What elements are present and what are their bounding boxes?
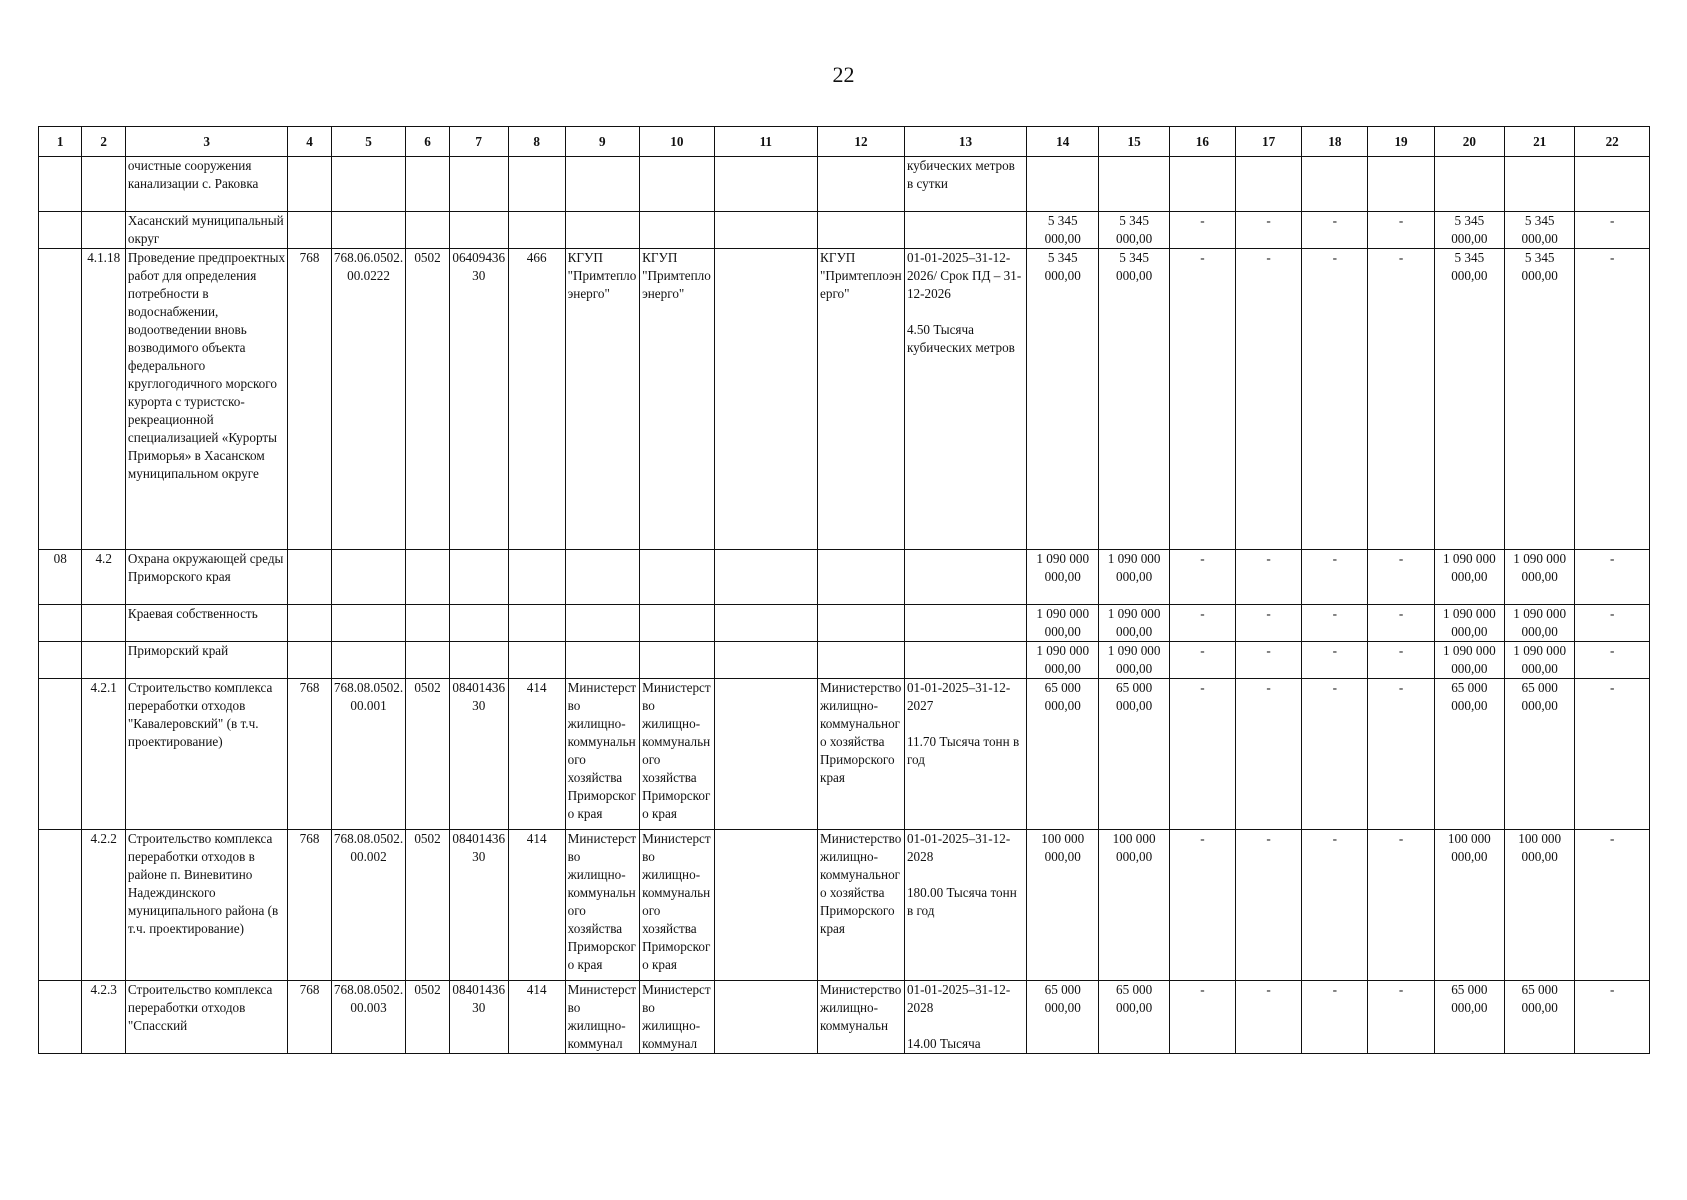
cell-c18: -	[1302, 642, 1368, 679]
cell-c15	[1099, 157, 1169, 212]
cell-c14: 1 090 000 000,00	[1027, 642, 1099, 679]
cell-c10: Министерство жилищно-коммунал	[640, 981, 714, 1054]
cell-c16: -	[1169, 212, 1235, 249]
cell-c11	[714, 981, 817, 1054]
col-header: 6	[406, 127, 449, 157]
cell-c19: -	[1368, 212, 1434, 249]
cell-c13	[904, 212, 1026, 249]
cell-c13	[904, 550, 1026, 605]
cell-c12	[818, 212, 905, 249]
cell-c20: 1 090 000 000,00	[1434, 605, 1504, 642]
cell-c17: -	[1236, 679, 1302, 830]
cell-c4	[288, 642, 331, 679]
cell-section	[39, 212, 82, 249]
col-header: 13	[904, 127, 1026, 157]
cell-c18: -	[1302, 605, 1368, 642]
cell-c17: -	[1236, 550, 1302, 605]
cell-c13: кубических метров в сутки	[904, 157, 1026, 212]
cell-c9: Министерство жилищно-коммунального хозяйства Приморского края	[565, 679, 639, 830]
cell-c7: 0840143630	[449, 679, 508, 830]
cell-c16: -	[1169, 830, 1235, 981]
cell-c12	[818, 605, 905, 642]
cell-c5	[331, 157, 405, 212]
cell-c10: Министерство жилищно-коммунального хозяйства Приморского края	[640, 830, 714, 981]
cell-c8: 414	[508, 981, 565, 1054]
cell-c22	[1575, 157, 1650, 212]
cell-number: 4.2	[82, 550, 125, 605]
cell-c15: 1 090 000 000,00	[1099, 550, 1169, 605]
cell-c8	[508, 605, 565, 642]
cell-c21: 5 345 000,00	[1505, 249, 1575, 550]
page-number: 22	[832, 62, 855, 87]
cell-c20: 65 000 000,00	[1434, 981, 1504, 1054]
cell-c13: 01-01-2025–31-12-2028 14.00 Тысяча	[904, 981, 1026, 1054]
cell-c6	[406, 642, 449, 679]
cell-c22: -	[1575, 830, 1650, 981]
cell-c4	[288, 605, 331, 642]
cell-c15: 100 000 000,00	[1099, 830, 1169, 981]
cell-c16: -	[1169, 605, 1235, 642]
cell-c5: 768.06.0502.00.0222	[331, 249, 405, 550]
cell-c11	[714, 157, 817, 212]
cell-number	[82, 212, 125, 249]
cell-c13	[904, 642, 1026, 679]
cell-c9: Министерство жилищно-коммунал	[565, 981, 639, 1054]
cell-c11	[714, 830, 817, 981]
cell-name: Приморский край	[125, 642, 287, 679]
cell-c22: -	[1575, 605, 1650, 642]
cell-c7	[449, 157, 508, 212]
cell-c9	[565, 642, 639, 679]
cell-name: Строительство комплекса переработки отходов "Кавалеровский" (в т.ч. проектирование)	[125, 679, 287, 830]
cell-c15: 5 345 000,00	[1099, 249, 1169, 550]
col-header: 4	[288, 127, 331, 157]
cell-number	[82, 605, 125, 642]
cell-c15: 65 000 000,00	[1099, 679, 1169, 830]
cell-section	[39, 249, 82, 550]
cell-c10: КГУП "Примтеплоэнерго"	[640, 249, 714, 550]
cell-c17: -	[1236, 249, 1302, 550]
cell-c9	[565, 605, 639, 642]
cell-c4: 768	[288, 830, 331, 981]
cell-c6: 0502	[406, 830, 449, 981]
cell-c7	[449, 550, 508, 605]
col-header: 18	[1302, 127, 1368, 157]
cell-name: Строительство комплекса переработки отходов "Спасский	[125, 981, 287, 1054]
cell-number: 4.1.18	[82, 249, 125, 550]
cell-name: Охрана окружающей среды Приморского края	[125, 550, 287, 605]
cell-c20	[1434, 157, 1504, 212]
cell-c8	[508, 642, 565, 679]
cell-c20: 5 345 000,00	[1434, 249, 1504, 550]
cell-c18: -	[1302, 550, 1368, 605]
table-row	[39, 679, 1650, 830]
cell-c17: -	[1236, 981, 1302, 1054]
cell-section	[39, 605, 82, 642]
cell-section	[39, 981, 82, 1054]
cell-c17: -	[1236, 830, 1302, 981]
col-header: 1	[39, 127, 82, 157]
cell-c19: -	[1368, 605, 1434, 642]
cell-c18: -	[1302, 830, 1368, 981]
header-row	[39, 127, 1650, 157]
cell-c14: 65 000 000,00	[1027, 981, 1099, 1054]
cell-c15: 65 000 000,00	[1099, 981, 1169, 1054]
cell-c21: 100 000 000,00	[1505, 830, 1575, 981]
cell-c16: -	[1169, 249, 1235, 550]
cell-c19: -	[1368, 642, 1434, 679]
cell-c22: -	[1575, 679, 1650, 830]
cell-c8	[508, 157, 565, 212]
cell-c21: 1 090 000 000,00	[1505, 605, 1575, 642]
cell-name: Строительство комплекса переработки отходов в районе п. Виневитино Надеждинского муниципального района (в т.ч. проектирование)	[125, 830, 287, 981]
cell-c14: 5 345 000,00	[1027, 249, 1099, 550]
cell-c22: -	[1575, 981, 1650, 1054]
cell-c9: Министерство жилищно-коммунального хозяйства Приморского края	[565, 830, 639, 981]
cell-c18: -	[1302, 212, 1368, 249]
cell-name: Хасанский муниципальный округ	[125, 212, 287, 249]
table-row	[39, 981, 1650, 1054]
cell-c18: -	[1302, 679, 1368, 830]
cell-c11	[714, 212, 817, 249]
col-header: 5	[331, 127, 405, 157]
cell-c9	[565, 550, 639, 605]
cell-c22: -	[1575, 249, 1650, 550]
cell-c7	[449, 642, 508, 679]
cell-c7	[449, 212, 508, 249]
cell-name: Краевая собственность	[125, 605, 287, 642]
cell-c10	[640, 605, 714, 642]
cell-c17: -	[1236, 212, 1302, 249]
cell-c6: 0502	[406, 679, 449, 830]
cell-c13: 01-01-2025–31-12-2028 180.00 Тысяча тонн в год	[904, 830, 1026, 981]
cell-c5: 768.08.0502.00.002	[331, 830, 405, 981]
cell-c4: 768	[288, 981, 331, 1054]
cell-c7	[449, 605, 508, 642]
cell-section: 08	[39, 550, 82, 605]
cell-c18: -	[1302, 981, 1368, 1054]
cell-c12: Министерство жилищно-коммунального хозяйства Приморского края	[818, 830, 905, 981]
cell-c14: 5 345 000,00	[1027, 212, 1099, 249]
cell-c14: 1 090 000 000,00	[1027, 550, 1099, 605]
investment-table	[38, 126, 1650, 1054]
cell-c17: -	[1236, 642, 1302, 679]
cell-c5	[331, 605, 405, 642]
cell-c9	[565, 212, 639, 249]
cell-c9	[565, 157, 639, 212]
cell-c6	[406, 605, 449, 642]
col-header: 3	[125, 127, 287, 157]
table-row	[39, 605, 1650, 642]
cell-c6	[406, 550, 449, 605]
cell-c5: 768.08.0502.00.003	[331, 981, 405, 1054]
cell-c7: 0640943630	[449, 249, 508, 550]
cell-c7: 0840143630	[449, 981, 508, 1054]
cell-section	[39, 642, 82, 679]
col-header: 7	[449, 127, 508, 157]
cell-c7: 0840143630	[449, 830, 508, 981]
col-header: 12	[818, 127, 905, 157]
col-header: 17	[1236, 127, 1302, 157]
cell-c22: -	[1575, 550, 1650, 605]
cell-c16: -	[1169, 679, 1235, 830]
cell-c15: 1 090 000 000,00	[1099, 642, 1169, 679]
cell-name: Проведение предпроектных работ для определения потребности в водоснабжении, водоотведении вновь возводимого объекта федерального круглогодичного морского курорта с туристско-рекреационной специализацией «Курорты Приморья» в Хасанском муниципальном округе	[125, 249, 287, 550]
cell-c10	[640, 642, 714, 679]
cell-c18	[1302, 157, 1368, 212]
cell-number	[82, 157, 125, 212]
cell-c12: Министерство жилищно-коммунального хозяйства Приморского края	[818, 679, 905, 830]
col-header: 10	[640, 127, 714, 157]
cell-c5	[331, 212, 405, 249]
cell-c19: -	[1368, 830, 1434, 981]
cell-c18: -	[1302, 249, 1368, 550]
cell-section	[39, 830, 82, 981]
cell-c20: 5 345 000,00	[1434, 212, 1504, 249]
cell-c12	[818, 642, 905, 679]
cell-c5	[331, 550, 405, 605]
cell-c21: 1 090 000 000,00	[1505, 550, 1575, 605]
cell-c10	[640, 212, 714, 249]
cell-c14	[1027, 157, 1099, 212]
cell-c21: 65 000 000,00	[1505, 981, 1575, 1054]
cell-c8: 466	[508, 249, 565, 550]
cell-c21: 5 345 000,00	[1505, 212, 1575, 249]
table-row	[39, 550, 1650, 605]
cell-c15: 1 090 000 000,00	[1099, 605, 1169, 642]
cell-c12	[818, 550, 905, 605]
cell-c21: 1 090 000 000,00	[1505, 642, 1575, 679]
table-row	[39, 157, 1650, 212]
cell-c17	[1236, 157, 1302, 212]
cell-c5: 768.08.0502.00.001	[331, 679, 405, 830]
cell-c11	[714, 679, 817, 830]
cell-c21: 65 000 000,00	[1505, 679, 1575, 830]
col-header: 16	[1169, 127, 1235, 157]
cell-c8: 414	[508, 830, 565, 981]
cell-c8	[508, 550, 565, 605]
table-row	[39, 212, 1650, 249]
cell-c5	[331, 642, 405, 679]
cell-c8: 414	[508, 679, 565, 830]
cell-section	[39, 157, 82, 212]
cell-c14: 100 000 000,00	[1027, 830, 1099, 981]
cell-c19: -	[1368, 981, 1434, 1054]
cell-c8	[508, 212, 565, 249]
table-row	[39, 642, 1650, 679]
table-row	[39, 830, 1650, 981]
cell-c4	[288, 212, 331, 249]
cell-c17: -	[1236, 605, 1302, 642]
cell-number: 4.2.3	[82, 981, 125, 1054]
cell-c20: 100 000 000,00	[1434, 830, 1504, 981]
cell-c4: 768	[288, 249, 331, 550]
cell-c16: -	[1169, 550, 1235, 605]
col-header: 15	[1099, 127, 1169, 157]
cell-c6	[406, 212, 449, 249]
cell-c12	[818, 157, 905, 212]
cell-number: 4.2.1	[82, 679, 125, 830]
col-header: 9	[565, 127, 639, 157]
cell-number: 4.2.2	[82, 830, 125, 981]
cell-c11	[714, 249, 817, 550]
cell-c13	[904, 605, 1026, 642]
cell-c10: Министерство жилищно-коммунального хозяйства Приморского края	[640, 679, 714, 830]
col-header: 8	[508, 127, 565, 157]
col-header: 19	[1368, 127, 1434, 157]
cell-c13: 01-01-2025–31-12-2027 11.70 Тысяча тонн в год	[904, 679, 1026, 830]
cell-number	[82, 642, 125, 679]
cell-c11	[714, 642, 817, 679]
col-header: 11	[714, 127, 817, 157]
cell-c13: 01-01-2025–31-12-2026/ Срок ПД – 31-12-2026 4.50 Тысяча кубических метров	[904, 249, 1026, 550]
col-header: 2	[82, 127, 125, 157]
cell-c19: -	[1368, 249, 1434, 550]
cell-c4	[288, 157, 331, 212]
cell-c4: 768	[288, 679, 331, 830]
col-header: 20	[1434, 127, 1504, 157]
cell-c14: 1 090 000 000,00	[1027, 605, 1099, 642]
cell-c6: 0502	[406, 249, 449, 550]
cell-c16: -	[1169, 642, 1235, 679]
cell-c10	[640, 157, 714, 212]
cell-c11	[714, 605, 817, 642]
col-header: 22	[1575, 127, 1650, 157]
cell-c19: -	[1368, 550, 1434, 605]
cell-c4	[288, 550, 331, 605]
cell-name: очистные сооружения канализации с. Раковка	[125, 157, 287, 212]
cell-c20: 1 090 000 000,00	[1434, 642, 1504, 679]
cell-c19	[1368, 157, 1434, 212]
cell-c6	[406, 157, 449, 212]
cell-c16	[1169, 157, 1235, 212]
cell-c9: КГУП "Примтеплоэнерго"	[565, 249, 639, 550]
cell-c12: Министерство жилищно-коммунальн	[818, 981, 905, 1054]
cell-c19: -	[1368, 679, 1434, 830]
cell-c21	[1505, 157, 1575, 212]
cell-c20: 1 090 000 000,00	[1434, 550, 1504, 605]
col-header: 21	[1505, 127, 1575, 157]
cell-c14: 65 000 000,00	[1027, 679, 1099, 830]
cell-c10	[640, 550, 714, 605]
table-row	[39, 249, 1650, 550]
cell-c22: -	[1575, 212, 1650, 249]
cell-c12: КГУП "Примтеплоэнерго"	[818, 249, 905, 550]
cell-c15: 5 345 000,00	[1099, 212, 1169, 249]
col-header: 14	[1027, 127, 1099, 157]
cell-c11	[714, 550, 817, 605]
cell-c20: 65 000 000,00	[1434, 679, 1504, 830]
cell-c22: -	[1575, 642, 1650, 679]
cell-c6: 0502	[406, 981, 449, 1054]
cell-c16: -	[1169, 981, 1235, 1054]
cell-section	[39, 679, 82, 830]
